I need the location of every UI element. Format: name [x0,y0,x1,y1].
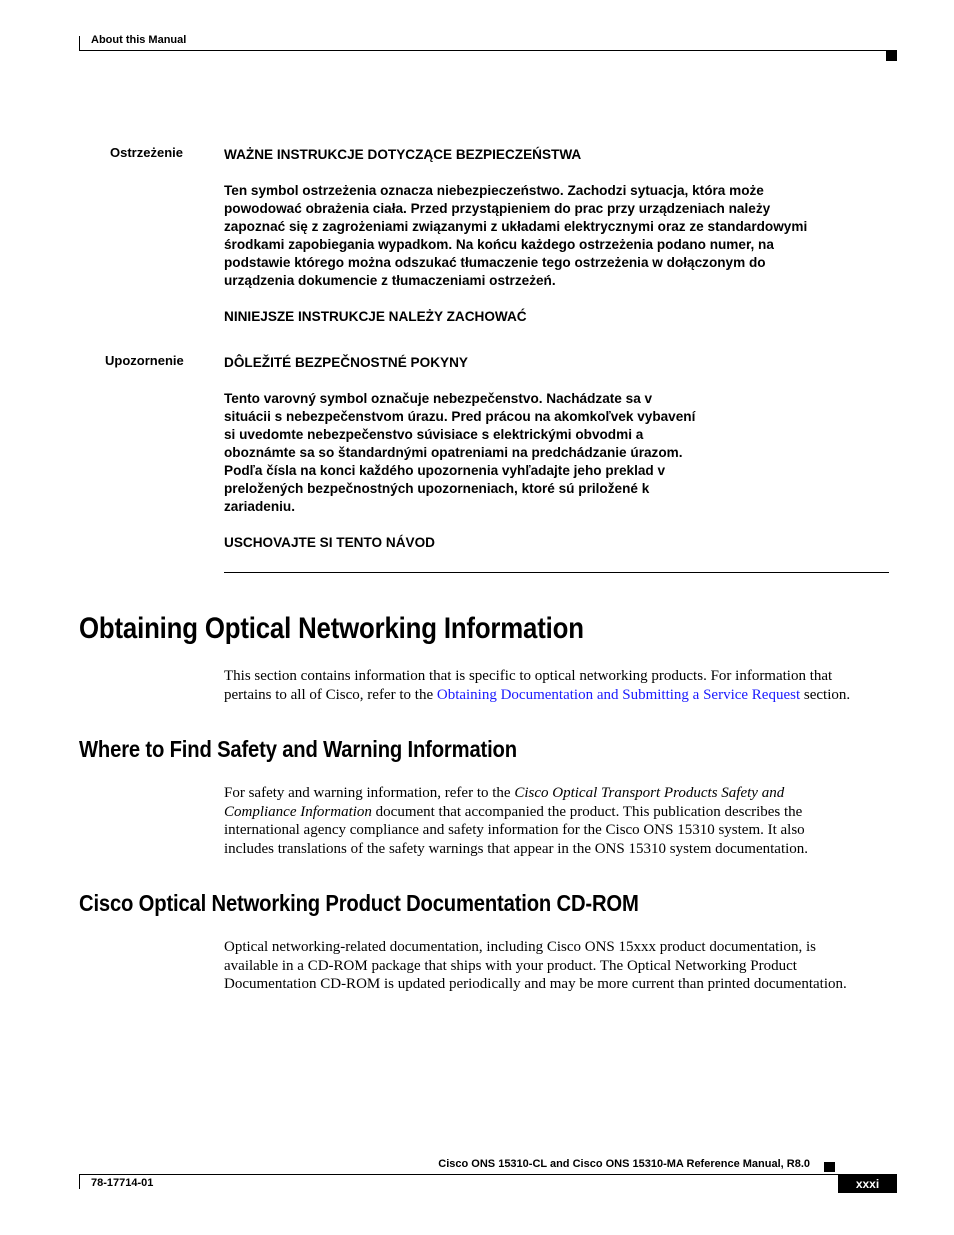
warning-line: Ten symbol ostrzeżenia oznacza niebezpieczeństwo. Zachodzi sytuacja, która może [224,183,764,198]
warning-line: situácii s nebezpečenstvom úrazu. Pred prácou na akomkoľvek vybavení [224,409,696,424]
body-text: document that accompanied the product. This publication describes the [371,803,803,820]
warning-title: WAŻNE INSTRUKCJE DOTYCZĄCE BEZPIECZEŃSTWA [224,147,582,162]
warning-line: środkami zapobiegania wypadkom. Na końcu każdego ostrzeżenia podano numer, na [224,237,774,252]
header-tick [79,36,80,51]
section-heading-cdrom: Cisco Optical Networking Product Documentation CD-ROM [79,890,639,916]
warning-end-rule [224,572,889,573]
header-section-title: About this Manual [91,34,187,46]
warning-line: zapoznać się z zagrożeniami związanymi z układami elektrycznymi oraz ze standardowymi [224,219,808,234]
warning-line: zariadeniu. [224,499,296,514]
body-line: Documentation CD-ROM is updated periodically and may be more current than printed documentation. [224,976,847,992]
body-line: available in a CD-ROM package that ships with your product. The Optical Networking Product [224,957,797,974]
warning-line: si uvedomte nebezpečenstvo súvisiace s elektrickými obvodmi a [224,427,644,442]
body-text: section. [800,686,851,703]
section-heading-optical-info: Obtaining Optical Networking Information [79,612,584,645]
body-line [224,784,904,803]
body-line [224,686,904,705]
body-text: pertains to all of Cisco, refer to the [224,686,437,703]
document-title-italic: Compliance Information [224,803,372,820]
body-line [224,803,904,822]
header-marker [886,51,897,61]
warning-title: DÔLEŽITÉ BEZPEČNOSTNÉ POKYNY [224,355,468,370]
body-line: includes translations of the safety warnings that appear in the ONS 15310 system documentation. [224,840,809,857]
document-title-italic: Cisco Optical Transport Products Safety and [514,785,785,801]
footer-doc-number: 78-17714-01 [91,1177,154,1189]
warning-closing: NINIEJSZE INSTRUKCJE NALEŻY ZACHOWAĆ [224,309,527,324]
warning-line: powodować obrażenia ciała. Przed przystąpieniem do prac przy urządzeniach należy [224,201,771,216]
section-heading-safety-info: Where to Find Safety and Warning Information [79,736,517,762]
header-rule [79,50,897,51]
warning-line: urządzenia dokumencie z tłumaczeniami ostrzeżeń. [224,273,556,288]
section-body-optical-info [224,667,904,704]
obtaining-documentation-link[interactable]: Obtaining Documentation and Submitting a Service Request [436,686,801,703]
warning-block-polish [224,146,884,326]
warning-line: Tento varovný symbol označuje nebezpečenstvo. Nachádzate sa v [224,391,653,406]
warning-line: podstawie którego można odszukać tłumaczenie tego ostrzeżenia w dołączonym do [224,255,766,270]
section-body-cdrom [224,938,904,994]
warning-line: oboznámte sa so štandardnými opatreniami na predchádzanie úrazom. [224,445,683,460]
warning-line: preložených bezpečnostných upozorneniach, ktoré sú priložené k [224,481,650,496]
footer-marker [824,1162,835,1172]
body-line: international agency compliance and safety information for the Cisco ONS 15310 system. It also [224,822,805,838]
footer-rule [79,1174,897,1175]
section-body-safety-info [224,784,904,858]
footer-page-number: xxxi [838,1175,897,1193]
warning-line: Podľa čísla na konci každého upozornenia vyhľadajte jeho preklad v [224,463,666,478]
warning-label-polish: Ostrzeżenie [110,145,183,160]
body-text: For safety and warning information, refer to the [224,785,515,801]
footer-tick [79,1174,80,1189]
warning-block-slovak [224,354,884,552]
body-line: This section contains information that is specific to optical networking products. For information that [224,668,833,684]
warning-label-slovak: Upozornenie [105,353,184,368]
body-line: Optical networking-related documentation, including Cisco ONS 15xxx product documentation, is [224,939,816,955]
warning-closing: USCHOVAJTE SI TENTO NÁVOD [224,535,435,550]
footer-manual-title: Cisco ONS 15310-CL and Cisco ONS 15310-MA Reference Manual, R8.0 [438,1158,810,1170]
